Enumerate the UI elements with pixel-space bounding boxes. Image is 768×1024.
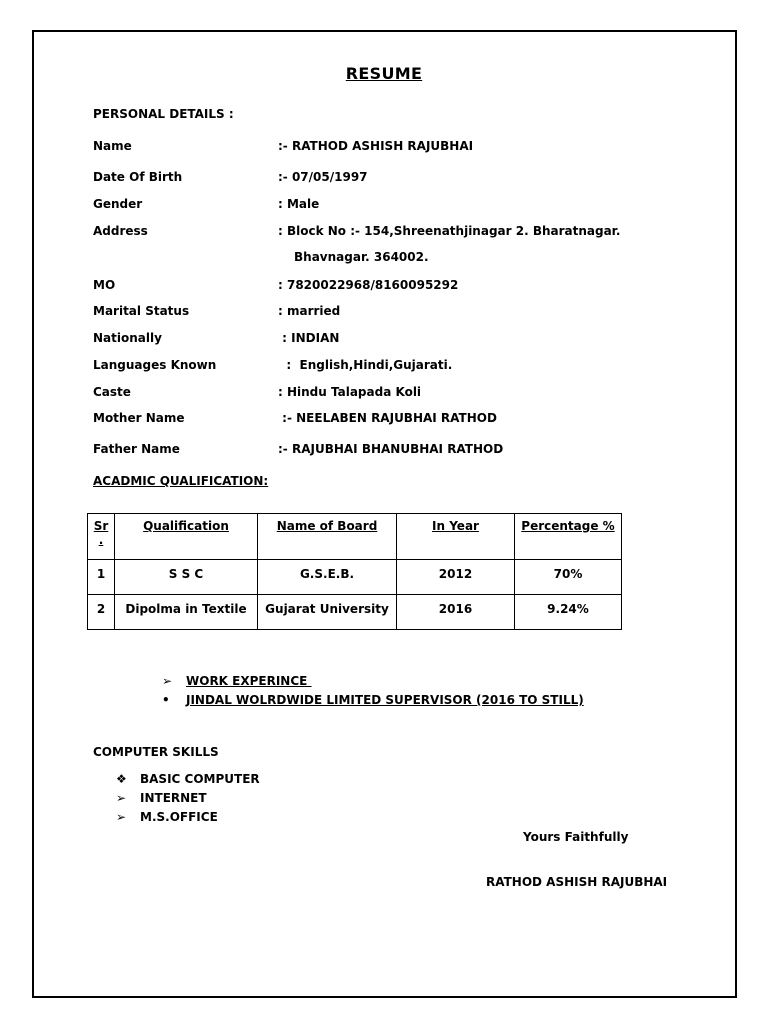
arrow-bullet-icon: ➢ <box>162 674 173 688</box>
field-label: Address <box>93 224 148 238</box>
field-value: : Block No :- 154,Shreenathjinagar 2. Bharatnagar. <box>278 224 621 238</box>
field-value: :- RATHOD ASHISH RAJUBHAI <box>278 139 474 153</box>
skill-item-text: BASIC COMPUTER <box>140 772 260 786</box>
field-label: Date Of Birth <box>93 170 183 184</box>
skill-item <box>116 810 218 824</box>
table-cell: 9.24% <box>515 595 622 630</box>
table-cell: 2016 <box>397 595 515 630</box>
table-cell: Dipolma in Textile <box>115 595 258 630</box>
field-value: : English,Hindi,Gujarati. <box>278 358 453 372</box>
resume-title: RESUME <box>345 64 423 83</box>
dot-bullet-icon: • <box>162 693 170 707</box>
table-cell: G.S.E.B. <box>258 560 397 595</box>
field-value: :- RAJUBHAI BHANUBHAI RATHOD <box>278 442 504 456</box>
field-mother-name <box>93 411 497 425</box>
field-nationality <box>93 331 339 345</box>
field-caste <box>93 385 421 399</box>
address-line-2: Bhavnagar. 364002. <box>294 250 429 264</box>
field-value: : Hindu Talapada Koli <box>278 385 422 399</box>
skill-item-text: INTERNET <box>140 791 207 805</box>
academic-qualification-heading: ACADMIC QUALIFICATION: <box>93 474 269 488</box>
column-header-sr: Sr . <box>88 514 115 560</box>
table-cell: Gujarat University <box>258 595 397 630</box>
field-address <box>93 224 620 238</box>
work-experience-heading <box>162 674 312 688</box>
arrow-bullet-icon: ➢ <box>116 791 127 805</box>
column-header-year: In Year <box>397 514 515 560</box>
field-father-name <box>93 442 503 456</box>
table-cell: 2012 <box>397 560 515 595</box>
field-label: Gender <box>93 197 143 211</box>
diamond-bullet-icon: ❖ <box>116 772 127 786</box>
table-cell: 2 <box>88 595 115 630</box>
field-label: Name <box>93 139 132 153</box>
skill-item <box>116 772 260 786</box>
field-name <box>93 139 473 153</box>
work-experience-item-text: JINDAL WOLRDWIDE LIMITED SUPERVISOR (2016 TO STILL) <box>186 693 584 707</box>
field-mobile <box>93 278 458 292</box>
work-experience-item <box>162 693 584 707</box>
field-label: Mother Name <box>93 411 185 425</box>
field-label: Languages Known <box>93 358 217 372</box>
field-label: Marital Status <box>93 304 190 318</box>
field-label: MO <box>93 278 116 292</box>
field-value: : married <box>278 304 341 318</box>
table-row <box>88 595 622 630</box>
field-value: : Male <box>278 197 320 211</box>
arrow-bullet-icon: ➢ <box>116 810 127 824</box>
field-gender <box>93 197 319 211</box>
skill-item <box>116 791 207 805</box>
field-value: :- NEELABEN RAJUBHAI RATHOD <box>278 411 497 425</box>
field-date-of-birth <box>93 170 368 184</box>
field-value: : INDIAN <box>278 331 340 345</box>
work-experience-heading-text: WORK EXPERINCE <box>186 674 312 688</box>
table-row <box>88 560 622 595</box>
field-label: Nationally <box>93 331 162 345</box>
field-value: : 7820022968/8160095292 <box>278 278 459 292</box>
personal-details-heading: PERSONAL DETAILS : <box>93 107 234 121</box>
column-header-qualification: Qualification <box>115 514 258 560</box>
table-cell: S S C <box>115 560 258 595</box>
field-label: Caste <box>93 385 131 399</box>
column-header-board: Name of Board <box>258 514 397 560</box>
table-cell: 1 <box>88 560 115 595</box>
table-cell: 70% <box>515 560 622 595</box>
skill-item-text: M.S.OFFICE <box>140 810 218 824</box>
signature-name: RATHOD ASHISH RAJUBHAI <box>486 875 668 889</box>
field-label: Father Name <box>93 442 180 456</box>
computer-skills-heading: COMPUTER SKILLS <box>93 745 219 759</box>
qualification-table <box>87 513 622 630</box>
field-value: :- 07/05/1997 <box>278 170 368 184</box>
table-header-row <box>88 514 622 560</box>
field-marital-status <box>93 304 340 318</box>
field-languages-known <box>93 358 452 372</box>
column-header-percentage: Percentage % <box>515 514 622 560</box>
closing-salutation: Yours Faithfully <box>523 830 629 844</box>
